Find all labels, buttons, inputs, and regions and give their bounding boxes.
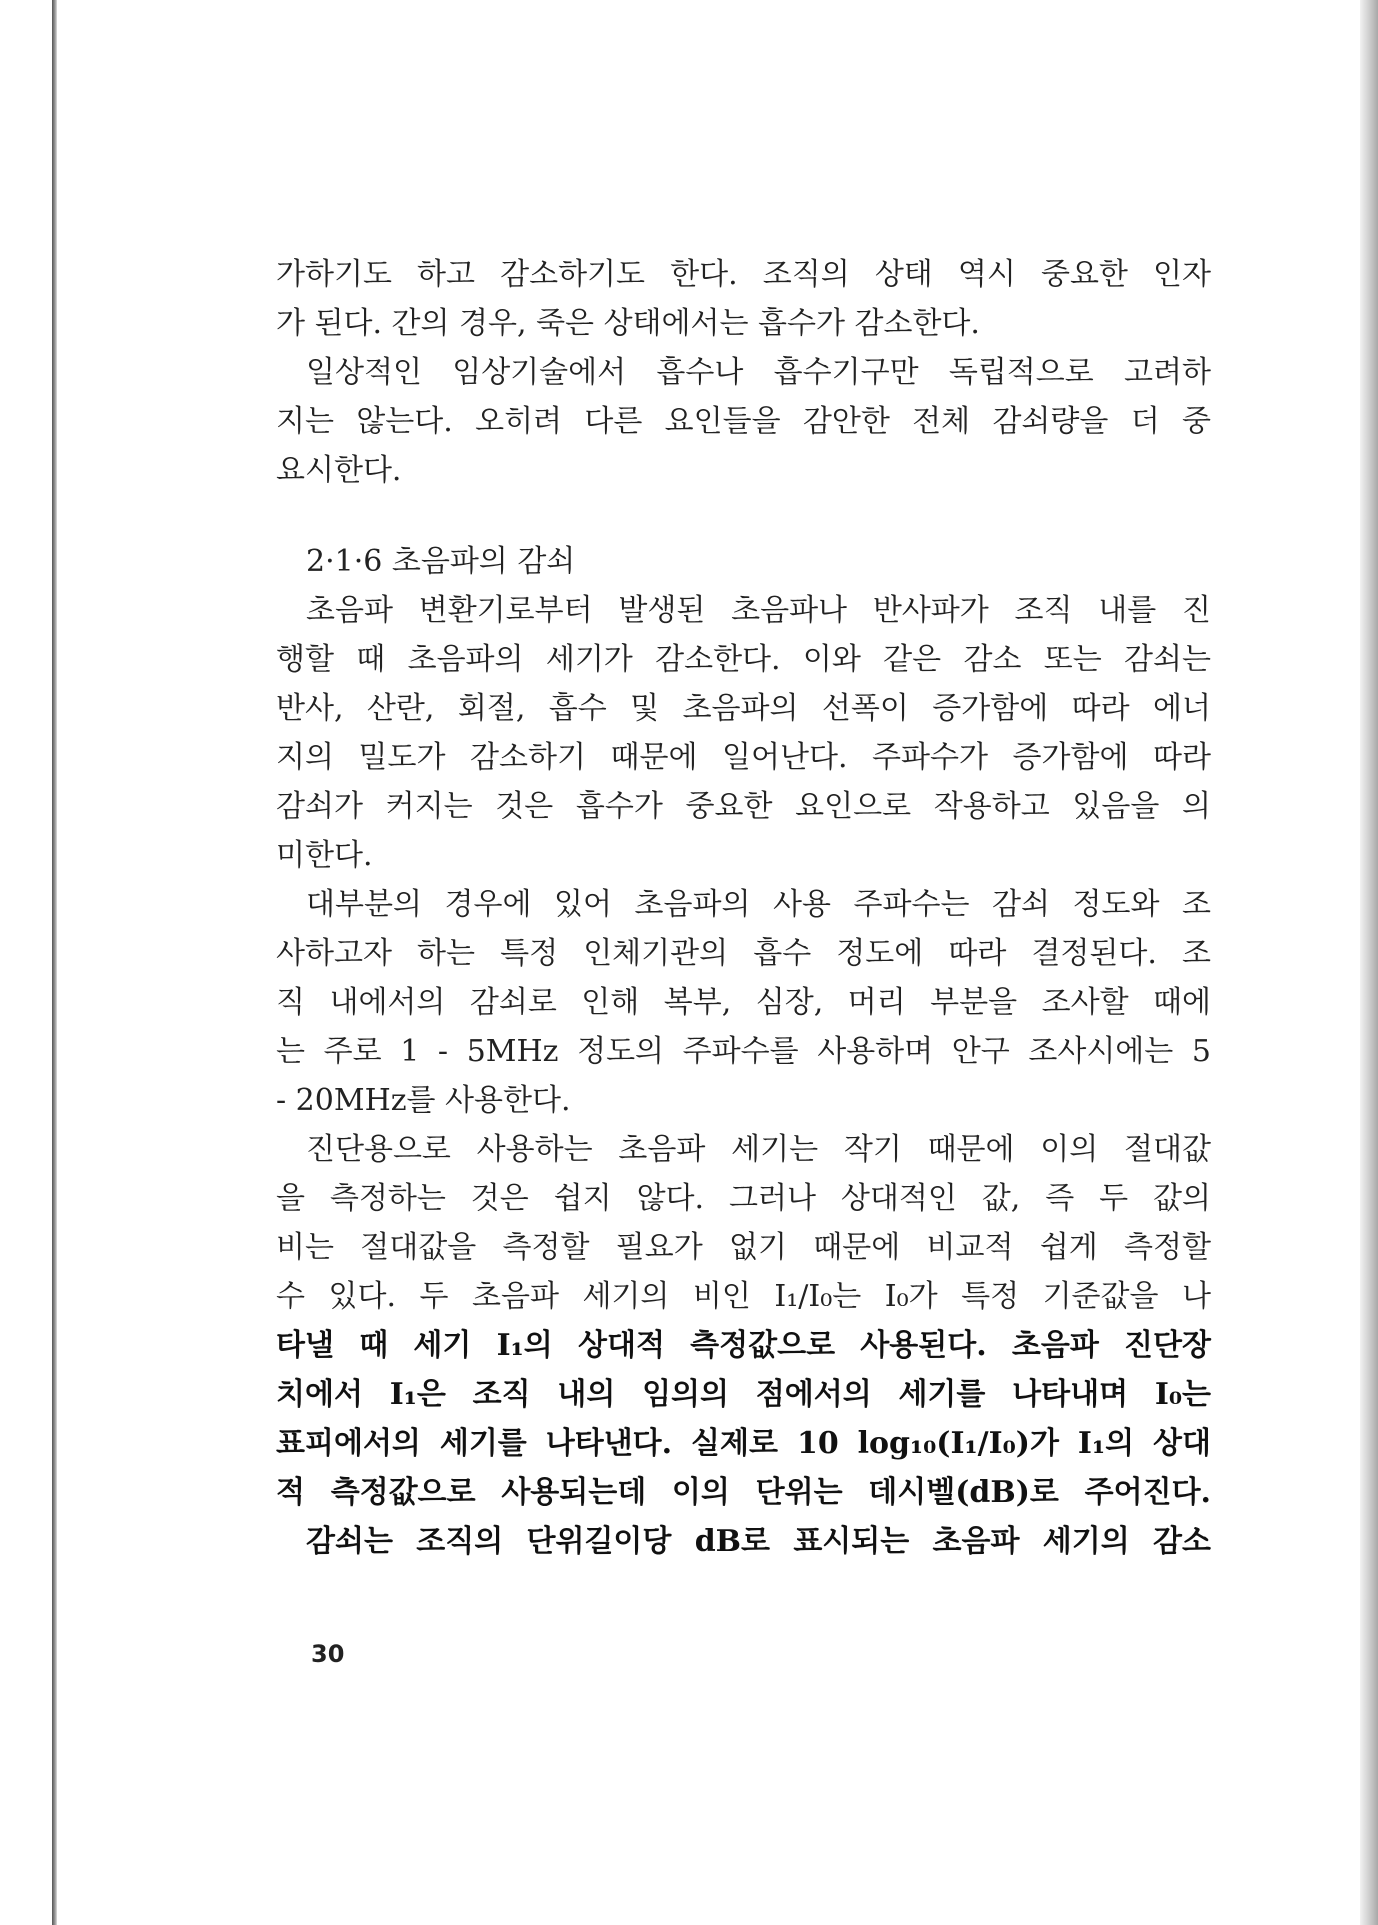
text-line: 타낼 때 세기 I₁의 상대적 측정값으로 사용된다. 초음파 진단장 xyxy=(276,1328,1211,1363)
text-line: 직 내에서의 감쇠로 인해 복부, 심장, 머리 부분을 조사할 때에 xyxy=(276,985,1211,1020)
page-edge-shadow xyxy=(1360,0,1378,1925)
text-line: 미한다. xyxy=(276,838,373,873)
section-heading: 2·1·6 초음파의 감쇠 xyxy=(306,544,576,579)
text-line: 수 있다. 두 초음파 세기의 비인 I₁/I₀는 I₀가 특정 기준값을 나 xyxy=(276,1279,1211,1314)
page-spine-edge xyxy=(52,0,57,1925)
text-line: 비는 절대값을 측정할 필요가 없기 때문에 비교적 쉽게 측정할 xyxy=(276,1230,1211,1265)
text-line: 대부분의 경우에 있어 초음파의 사용 주파수는 감쇠 정도와 조 xyxy=(306,887,1211,922)
text-line: 진단용으로 사용하는 초음파 세기는 작기 때문에 이의 절대값 xyxy=(306,1132,1211,1167)
body-text xyxy=(276,250,1211,1566)
text-line: 는 주로 1 - 5MHz 정도의 주파수를 사용하며 안구 조사시에는 5 xyxy=(276,1034,1211,1069)
text-line: 사하고자 하는 특정 인체기관의 흡수 정도에 따라 결정된다. 조 xyxy=(276,936,1211,971)
text-line: 감쇠는 조직의 단위길이당 dB로 표시되는 초음파 세기의 감소 xyxy=(306,1524,1211,1559)
text-line: 을 측정하는 것은 쉽지 않다. 그러나 상대적인 값, 즉 두 값의 xyxy=(276,1181,1211,1216)
page-number: 30 xyxy=(311,1640,345,1668)
text-line: 반사, 산란, 회절, 흡수 및 초음파의 선폭이 증가함에 따라 에너 xyxy=(276,691,1211,726)
text-line: 지의 밀도가 감소하기 때문에 일어난다. 주파수가 증가함에 따라 xyxy=(276,740,1211,775)
text-line: - 20MHz를 사용한다. xyxy=(276,1083,571,1118)
text-line: 요시한다. xyxy=(276,453,402,488)
text-line: 적 측정값으로 사용되는데 이의 단위는 데시벨(dB)로 주어진다. xyxy=(276,1475,1211,1510)
text-line: 감쇠가 커지는 것은 흡수가 중요한 요인으로 작용하고 있음을 의 xyxy=(276,789,1211,824)
scan-margin-left xyxy=(0,0,52,1925)
text-line: 일상적인 임상기술에서 흡수나 흡수기구만 독립적으로 고려하 xyxy=(306,355,1211,390)
text-line: 가하기도 하고 감소하기도 한다. 조직의 상태 역시 중요한 인자 xyxy=(276,257,1211,292)
text-line: 치에서 I₁은 조직 내의 임의의 점에서의 세기를 나타내며 I₀는 xyxy=(276,1377,1211,1412)
text-line: 초음파 변환기로부터 발생된 초음파나 반사파가 조직 내를 진 xyxy=(306,593,1211,628)
text-line: 표피에서의 세기를 나타낸다. 실제로 10 log₁₀(I₁/I₀)가 I₁의 상대 xyxy=(276,1426,1211,1461)
text-line: 가 된다. 간의 경우, 죽은 상태에서는 흡수가 감소한다. xyxy=(276,306,980,341)
text-line: 행할 때 초음파의 세기가 감소한다. 이와 같은 감소 또는 감쇠는 xyxy=(276,642,1211,677)
text-line: 지는 않는다. 오히려 다른 요인들을 감안한 전체 감쇠량을 더 중 xyxy=(276,404,1211,439)
